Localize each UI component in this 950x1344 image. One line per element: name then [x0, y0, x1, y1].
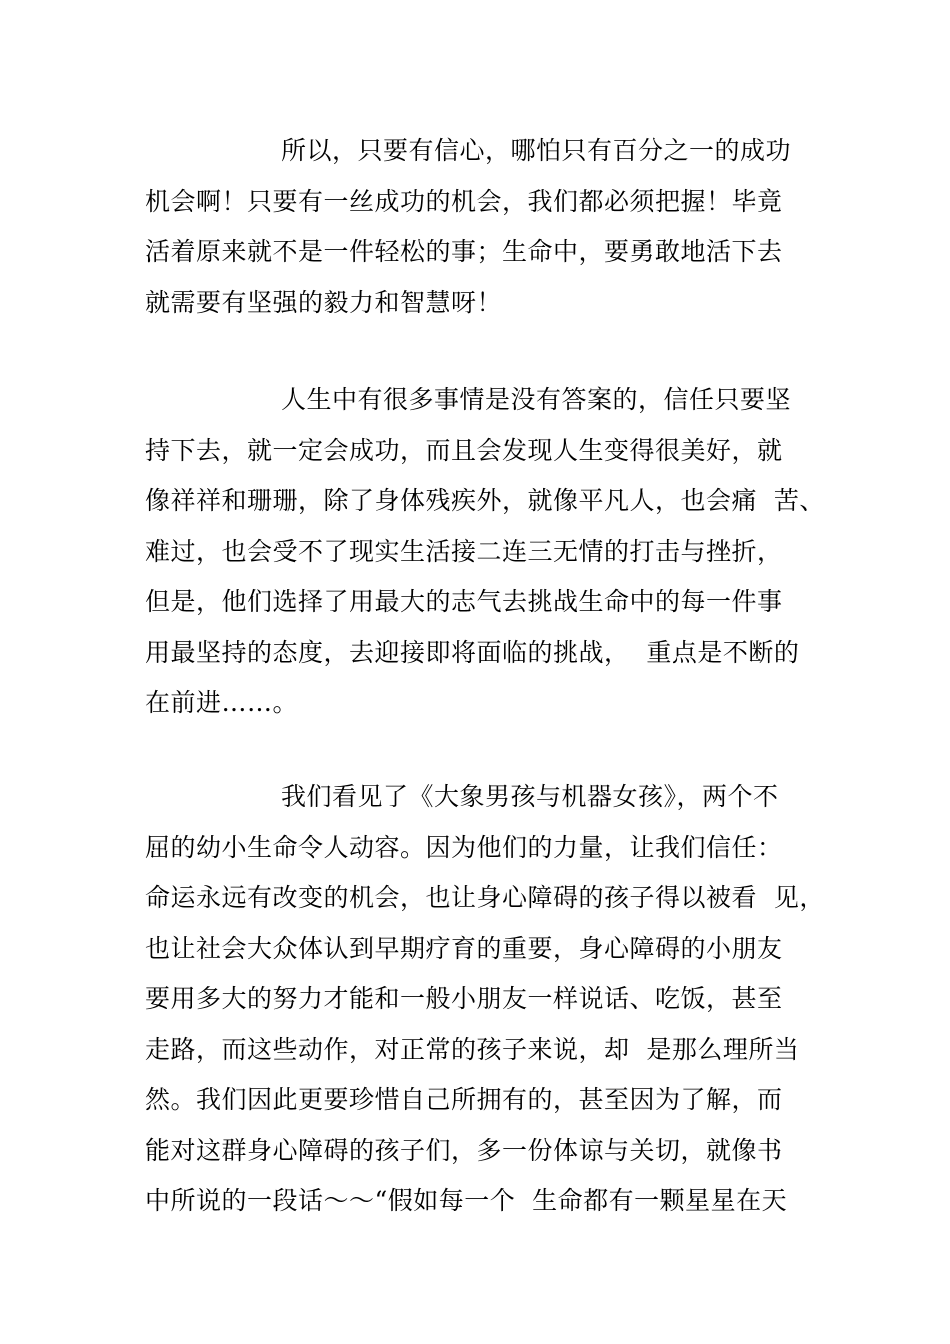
paragraph-line: 要用多大的努力才能和一般小朋友一样说话、吃饭，甚至 [145, 984, 783, 1013]
paragraph-line: 也让社会大众体认到早期疗育的重要，身心障碍的小朋友 [145, 933, 783, 963]
paragraph-perseverance [145, 375, 845, 729]
paragraph-line: 然。我们因此更要珍惜自己所拥有的，甚至因为了解，而 [145, 1085, 783, 1114]
paragraph-line: 屈的幼小生命令人动容。因为他们的力量，让我们信任： [145, 832, 783, 862]
paragraph-line: 就需要有坚强的毅力和智慧呀！ [145, 287, 503, 317]
paragraph-line: 能对这群身心障碍的孩子们，多一份体谅与关切，就像书 [145, 1135, 783, 1165]
paragraph-confidence [145, 126, 845, 328]
paragraph-line: 中所说的一段话～～“假如每一个 生命都有一颗星星在天 [145, 1186, 788, 1215]
paragraph-line: 但是，他们选择了用最大的志气去挑战生命中的每一件事 [145, 587, 783, 616]
paragraph-book-reflection [145, 772, 845, 1227]
paragraph-line: 用最坚持的态度，去迎接即将面临的挑战， 重点是不断的 [145, 637, 800, 667]
paragraph-line: 所以，只要有信心，哪怕只有百分之一的成功 [281, 136, 792, 165]
paragraph-line: 像祥祥和珊珊，除了身体残疾外，就像平凡人，也会痛 苦、 [145, 486, 825, 515]
paragraph-line: 难过，也会受不了现实生活接二连三无情的打击与挫折， [145, 536, 783, 566]
paragraph-line: 机会啊！只要有一丝成功的机会，我们都必须把握！毕竟 [145, 186, 783, 216]
paragraph-line: 我们看见了《大象男孩与机器女孩》，两个不 [281, 782, 779, 811]
paragraph-line: 持下去，就一定会成功，而且会发现人生变得很美好，就 [145, 435, 783, 465]
paragraph-line: 活着原来就不是一件轻松的事；生命中，要勇敢地活下去 [145, 237, 783, 266]
paragraph-line: 走路，而这些动作，对正常的孩子来说，却 是那么理所当 [145, 1034, 800, 1064]
paragraph-line: 命运永远有改变的机会，也让身心障碍的孩子得以被看 见， [145, 883, 825, 912]
paragraph-line: 在前进……。 [145, 688, 299, 717]
paragraph-line: 人生中有很多事情是没有答案的，信任只要坚 [281, 385, 792, 414]
